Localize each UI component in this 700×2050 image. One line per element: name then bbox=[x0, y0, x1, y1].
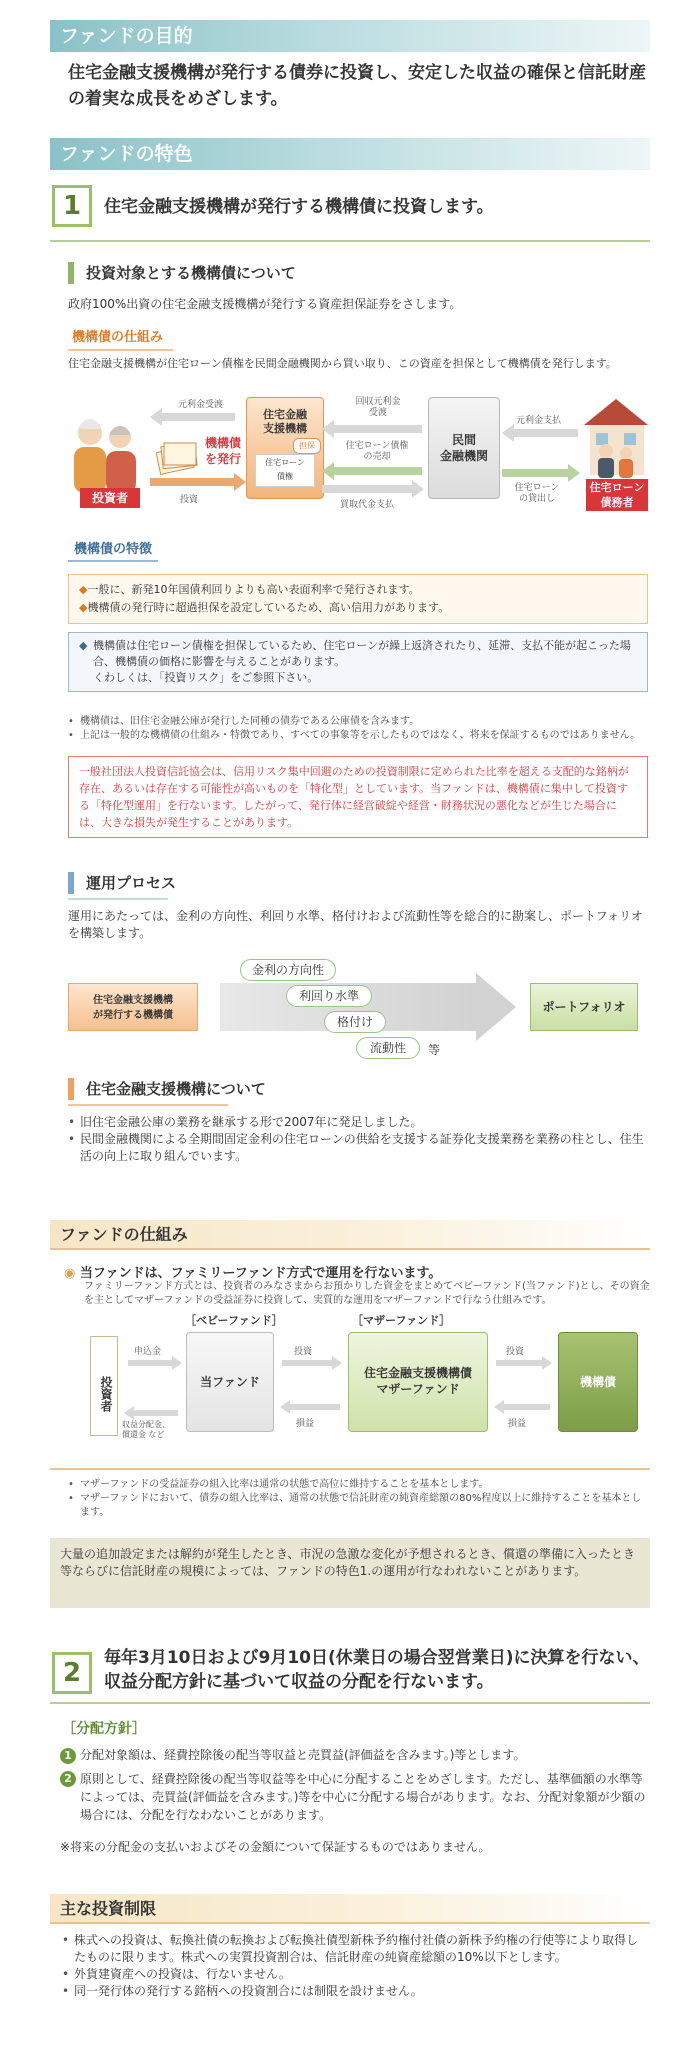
debtor-line2: 債務者 bbox=[600, 496, 634, 509]
investor-label: 投資者 bbox=[80, 488, 140, 508]
jhf-about-underline bbox=[68, 1104, 228, 1106]
investor-figure-icon bbox=[66, 413, 144, 493]
loan-claim-line2: 債権 bbox=[277, 472, 293, 481]
process-source-line1: 住宅金融支援機構 bbox=[93, 995, 173, 1006]
principal-pay-label: 元利金支払 bbox=[516, 416, 562, 426]
sale-line2: の売却 bbox=[363, 452, 391, 462]
arrow-invest-1 bbox=[282, 1360, 332, 1366]
bond-issue-label bbox=[198, 435, 248, 467]
target-text: 政府100%出資の住宅金融支援機構が発行する資産担保証券をさします。 bbox=[68, 297, 462, 311]
char-blue-text: 機構債は住宅ローン債権を担保しているため、住宅ローンが繰上返済されたり、延滞、支払不能が起こった場合、機構債の価格に影響を与えることがあります。 bbox=[93, 639, 631, 668]
recovered-line2: 受渡 bbox=[368, 408, 387, 418]
mechanism-desc: ファミリーファンド方式とは、投資者のみなさまからお預かりした資金をまとめてベビーファンド(当ファンド)とし、その資金を主としてマザーファンドの受益証券に投資して、実質的な運用をマザーファンドで行なう仕組みです。 bbox=[84, 1281, 650, 1306]
arrow-head-left-sale bbox=[322, 462, 334, 480]
process-source-box bbox=[68, 983, 198, 1031]
process-underline bbox=[68, 898, 168, 900]
lend-line2: の貸出し bbox=[518, 494, 555, 504]
collateral-badge: 担保 bbox=[293, 438, 321, 454]
bond-box: 機構債 bbox=[558, 1332, 638, 1432]
arrow-head-left-1 bbox=[150, 408, 162, 426]
limits-list bbox=[62, 1932, 648, 2000]
feature-1-title: 住宅金融支援機構が発行する機構債に投資します。 bbox=[104, 197, 494, 217]
debtor-label bbox=[586, 479, 648, 511]
jhf-about-heading: 住宅金融支援機構について bbox=[68, 1078, 266, 1100]
arrow-right-purchase bbox=[322, 485, 412, 493]
limit-item-3: • 同一発行体の発行する銘柄への投資割合には制限を設けません。 bbox=[62, 1983, 648, 2000]
investor-box: 投資者 bbox=[90, 1336, 118, 1436]
purchase-pay-label: 買取代金支払 bbox=[340, 500, 395, 510]
debtor-line1: 住宅ローン bbox=[589, 481, 645, 494]
arrow-left-principal bbox=[512, 429, 578, 437]
mechanism-lead-text: 当ファンドは、ファミリーファンド方式で運用を行ないます。 bbox=[79, 1266, 442, 1281]
features-header: ファンドの特色 bbox=[50, 138, 650, 170]
limits-header: 主な投資制限 bbox=[50, 1894, 650, 1924]
mechanism-lead bbox=[64, 1262, 441, 1281]
arrow-head-left-principal bbox=[502, 424, 514, 442]
mechanism-notes bbox=[68, 1478, 648, 1520]
scheme-notes bbox=[68, 715, 648, 743]
arrow-right-invest bbox=[150, 478, 234, 486]
arrow-head-profit-1 bbox=[280, 1400, 290, 1414]
char-blue-box bbox=[68, 632, 648, 692]
bond-issue-line1: 機構債 bbox=[204, 436, 241, 450]
target-heading: 投資対象とする機構債について bbox=[68, 262, 296, 284]
char-heading: 機構債の特徴 bbox=[68, 540, 158, 562]
apply-label: 申込金 bbox=[134, 1347, 162, 1357]
mechanism-header: ファンドの仕組み bbox=[50, 1220, 650, 1250]
purpose-header: ファンドの目的 bbox=[50, 20, 650, 52]
factor-liquidity: 流動性 bbox=[356, 1037, 420, 1059]
arrow-head-right-invest bbox=[234, 473, 246, 491]
char-orange-item: ◆機構債の発行時に超過担保を設定しているため、高い信用力があります。 bbox=[79, 601, 450, 614]
arrow-head-apply bbox=[172, 1356, 182, 1370]
jhf-box bbox=[246, 397, 324, 499]
mechanism-note-1: • マザーファンドの受益証券の組入比率は通常の状態で高位に維持することを基本とします。 bbox=[68, 1478, 648, 1492]
policy-heading: ［分配方針］ bbox=[62, 1721, 146, 1737]
char-orange-text-2: 機構債の発行時に超過担保を設定しているため、高い信用力があります。 bbox=[87, 601, 450, 614]
policy-note: ※将来の分配金の支払いおよびその金額について保証するものではありません。 bbox=[60, 1840, 491, 1854]
number-1-icon: 1 bbox=[60, 1748, 76, 1764]
bond-paper-icon bbox=[156, 439, 198, 475]
recovered-label bbox=[338, 397, 418, 419]
principal-receive-label: 元利金受渡 bbox=[178, 400, 224, 410]
char-orange-text-1: 一般に、新発10年国債利回りよりも高い表面利率で発行されます。 bbox=[87, 583, 420, 596]
sale-line1: 住宅ローン債権 bbox=[345, 441, 409, 451]
jhf-item-1: • 旧住宅金融公庫の業務を継承する形で2007年に発足しました。 bbox=[68, 1114, 648, 1131]
lend-label bbox=[504, 483, 570, 505]
mechanism-note-2: • マザーファンドにおいて、債券の組入比率は、通常の状態で信託財産の純資産総額の80%程度以上に維持することを基本とします。 bbox=[68, 1492, 648, 1520]
mechanism-divider bbox=[50, 1468, 650, 1470]
arrow-head-left-recovered bbox=[322, 420, 334, 438]
process-arrow-head bbox=[476, 973, 516, 1041]
jhf-line1: 住宅金融 bbox=[263, 408, 307, 421]
mother-line1: 住宅金融支援機構債 bbox=[363, 1366, 472, 1380]
limit-item-1: • 株式への投資は、転換社債の転換および転換社債型新株予約権付社債の新株予約権の行使等により取得したものに限ります。株式への実質投資割合は、信託財産の純資産総額の10%以下とします。 bbox=[62, 1932, 648, 1966]
policy-item-2-text: 原則として、経費控除後の配当等収益等を中心に分配することをめざします。ただし、基準価額の水準等によっては、売買益(評価益を含みます。)等を中心に分配する場合があります。なお、分配対象額が少額の場合には、分配を行なわないことがあります。 bbox=[80, 1772, 646, 1822]
mother-line2: マザーファンド bbox=[376, 1382, 460, 1396]
arrow-left-recovered bbox=[332, 425, 422, 433]
jhf-about-list bbox=[68, 1114, 648, 1165]
loan-claim-card bbox=[255, 454, 315, 487]
process-source-line2: が発行する機構債 bbox=[93, 1010, 173, 1021]
invest-1-label: 投資 bbox=[294, 1347, 313, 1357]
profit-2-label: 損益 bbox=[508, 1419, 527, 1429]
process-diagram bbox=[68, 955, 648, 1065]
arrow-profit-2 bbox=[504, 1404, 550, 1410]
recovered-line1: 回収元利金 bbox=[355, 397, 401, 407]
bank-line2: 金融機関 bbox=[439, 449, 488, 463]
scheme-text: 住宅金融支援機構が住宅ローン債権を民間金融機関から買い取り、この資産を担保として機構債を発行します。 bbox=[68, 357, 617, 370]
arrow-head-invest-1 bbox=[332, 1356, 342, 1370]
invest-2-label: 投資 bbox=[506, 1347, 525, 1357]
note-1: • 機構債は、旧住宅金融公庫が発行した同種の債券である公庫債を含みます。 bbox=[68, 715, 648, 729]
factor-rating: 格付け bbox=[324, 1011, 386, 1033]
arrow-apply bbox=[128, 1360, 172, 1366]
char-orange-item: ◆一般に、新発10年国債利回りよりも高い表面利率で発行されます。 bbox=[79, 583, 420, 596]
bank-line1: 民間 bbox=[451, 433, 476, 447]
jhf-label bbox=[247, 408, 323, 436]
process-heading: 運用プロセス bbox=[68, 872, 176, 894]
arrow-head-right-purchase bbox=[412, 480, 424, 498]
this-fund-box: 当ファンド bbox=[186, 1332, 274, 1432]
jhf-line2: 支援機構 bbox=[263, 422, 307, 435]
mechanism-gray-box: 大量の追加設定または解約が発生したとき、市況の急激な変化が予想されるとき、償還の準備に入ったとき等ならびに信託財産の規模によっては、ファンドの特色1.の運用が行なわれないことがあります。 bbox=[50, 1538, 650, 1608]
char-blue-ref: くわしくは、「投資リスク」をご参照下さい。 bbox=[93, 671, 319, 684]
diamond-icon: ◆ bbox=[79, 639, 88, 652]
number-2-icon: 2 bbox=[60, 1771, 76, 1787]
distribution-line1: 収益分配金、 bbox=[122, 1420, 170, 1429]
arrow-head-invest-2 bbox=[542, 1356, 552, 1370]
policy-item-1-text: 分配対象額は、経費控除後の配当等収益と売買益(評価益を含みます。)等とします。 bbox=[80, 1748, 526, 1762]
char-orange-box bbox=[68, 574, 648, 624]
bank-box bbox=[428, 397, 500, 499]
factor-yield: 利回り水準 bbox=[286, 985, 372, 1007]
specialized-fund-warning: 一般社団法人投資信託協会は、信用リスク集中回避のための投資制限に定められた比率を超える支配的な銘柄が存在、あるいは存在する可能性が高いものを「特化型」としています。当ファンドは、機構債に集中して投資する「特化型運用」を行ないます。したがって、発行体に経営破綻や経営・財務状況の悪化などが生じた場合には、大きな損失が発生することがあります。 bbox=[68, 756, 648, 838]
feature-2-divider bbox=[50, 1702, 650, 1704]
arrow-right-lend bbox=[502, 469, 568, 477]
policy-item-1 bbox=[60, 1746, 650, 1764]
process-text: 運用にあたっては、金利の方向性、利回り水準、格付けおよび流動性等を総合的に勘案し、ポートフォリオを構築します。 bbox=[68, 909, 643, 940]
feature-2-title: 毎年3月10日および9月10日(休業日の場合翌営業日)に決算を行ない、収益分配方針に基づいて収益の分配を行ないます。 bbox=[104, 1648, 650, 1692]
divider bbox=[50, 240, 650, 242]
arrow-head-right-lend bbox=[568, 464, 580, 482]
arrow-left-sale bbox=[332, 467, 422, 475]
feature-1-number: 1 bbox=[52, 185, 92, 227]
mother-fund-box bbox=[348, 1332, 488, 1432]
invest-label: 投資 bbox=[180, 495, 199, 505]
factor-etc: 等 bbox=[428, 1043, 441, 1057]
scheme-heading: 機構債の仕組み bbox=[68, 328, 163, 348]
arrow-invest-2 bbox=[496, 1360, 542, 1366]
arrow-head-profit-2 bbox=[494, 1400, 504, 1414]
policy-item-2 bbox=[60, 1770, 650, 1824]
arrow-profit-1 bbox=[290, 1404, 340, 1410]
factor-interest: 金利の方向性 bbox=[240, 959, 336, 981]
note-2: • 上記は一般的な機構債の仕組み・特徴であり、すべての事象等を示したものではなく、将来を保証するものではありません。 bbox=[68, 729, 648, 743]
purpose-text: 住宅金融支援機構が発行する債券に投資し、安定した収益の確保と信託財産の着実な成長をめざします。 bbox=[68, 63, 646, 109]
house-family-icon bbox=[580, 395, 650, 481]
arrow-distribution bbox=[134, 1410, 178, 1416]
distribution-label bbox=[122, 1420, 170, 1440]
profit-1-label: 損益 bbox=[296, 1419, 315, 1429]
distribution-line2: 償還金 など bbox=[122, 1430, 165, 1439]
arrow-left-1 bbox=[160, 413, 235, 421]
family-fund-diagram bbox=[90, 1312, 650, 1452]
sale-label bbox=[334, 441, 420, 463]
feature-2-number: 2 bbox=[52, 1652, 92, 1694]
loan-claim-line1: 住宅ローン bbox=[265, 458, 305, 467]
jhf-item-2: • 民間金融機関による全期間固定金利の住宅ローンの供給を支援する証券化支援業務を業務の柱とし、住生活の向上に取り組んでいます。 bbox=[68, 1131, 648, 1165]
arrow-head-distribution bbox=[124, 1406, 134, 1420]
lend-line1: 住宅ローン bbox=[514, 483, 560, 493]
mother-fund-label: ［マザーファンド］ bbox=[352, 1314, 451, 1327]
limit-item-2: • 外貨建資産への投資は、行ないません。 bbox=[62, 1966, 648, 1983]
circle-bullet-icon: ◉ bbox=[64, 1266, 76, 1281]
bond-issue-line2: を発行 bbox=[204, 452, 241, 466]
baby-fund-label: ［ベビーファンド］ bbox=[185, 1314, 283, 1327]
portfolio-box: ポートフォリオ bbox=[530, 983, 638, 1031]
bond-scheme-diagram bbox=[50, 395, 650, 525]
